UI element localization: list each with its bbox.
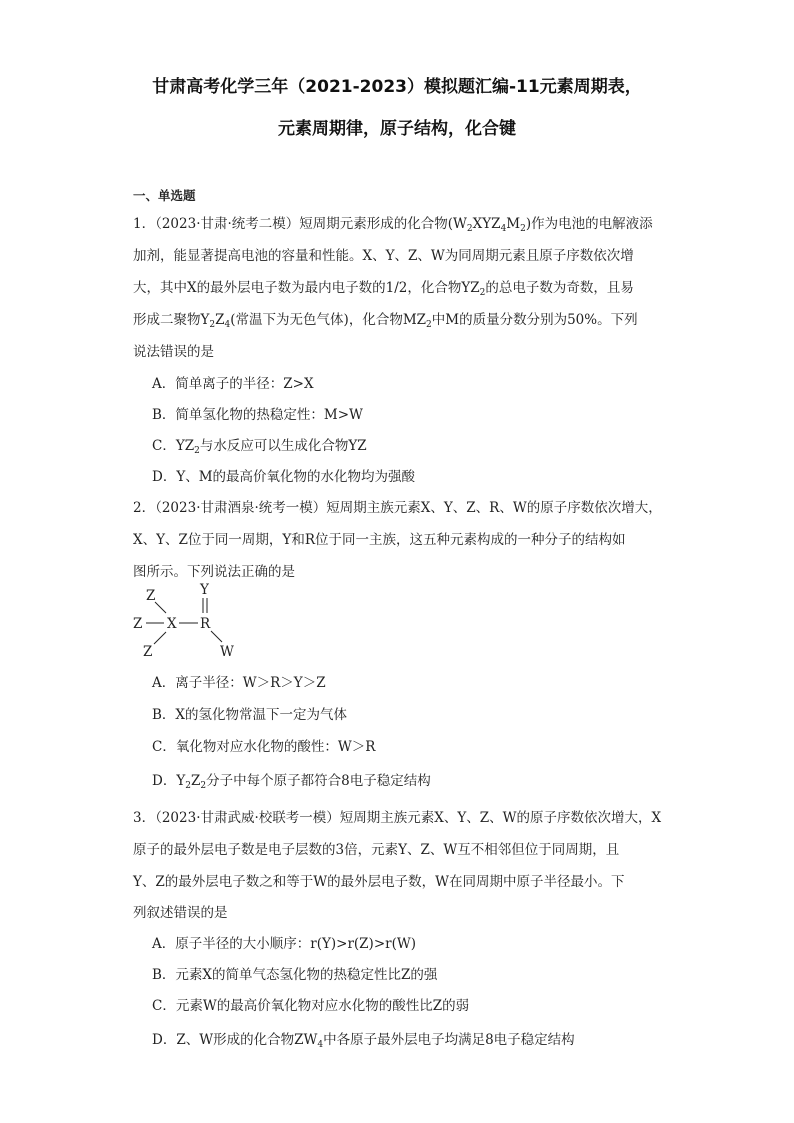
q2-option-d: D．$Y_2Z_2$分子中每个原子都符合8电子稳定结构 — [152, 773, 431, 791]
atom-x: X — [167, 616, 177, 632]
q1-line-1: 1．（2023·甘肃·统考二模）短周期元素形成的化合物$(W_2XYZ_4M_2)$作为电池的电解液添 — [133, 216, 653, 234]
bond-r-w — [211, 631, 222, 642]
document-title-line-2: 元素周期律，原子结构，化合键 — [278, 119, 516, 139]
q3-line-3: Y、Z的最外层电子数之和等于W的最外层电子数，W在同周期中原子半径最小。下 — [133, 874, 625, 890]
q1-line-3: 大，其中X的最外层电子数为最内电子数的1/2，化合物$YZ_2$的总电子数为奇数，且易 — [133, 280, 634, 298]
atom-z-bottom: Z — [143, 644, 153, 660]
bond-z-top-x — [155, 602, 166, 613]
q1-option-d: D．Y、M的最高价氧化物的水化物均为强酸 — [152, 469, 416, 485]
q1-option-b: B．简单氢化物的热稳定性：M>W — [152, 407, 363, 423]
atom-w: W — [220, 644, 234, 660]
q1-option-c: C．$YZ_2$与水反应可以生成化合物YZ — [152, 438, 367, 456]
q2-line-3: 图所示。下列说法正确的是 — [133, 564, 295, 580]
q1-line-4: 形成二聚物$Y_2Z_4$(常温下为无色气体)，化合物$MZ_2$中M的质量分数分别为50%。下列 — [133, 312, 638, 330]
q2-option-c: C．氧化物对应水化物的酸性：W＞R — [152, 739, 376, 755]
atom-y: Y — [200, 583, 209, 598]
bond-z-bottom-x — [154, 632, 166, 644]
q3-option-d: D．Z、W形成的化合物$ZW_4$中各原子最外层电子均满足8电子稳定结构 — [152, 1032, 575, 1050]
q2-option-a: A．离子半径：W＞R＞Y＞Z — [152, 675, 326, 691]
document-title-line-1: 甘肃高考化学三年（2021-2023）模拟题汇编-11元素周期表， — [152, 77, 642, 97]
q3-line-2: 原子的最外层电子数是电子层数的3倍，元素Y、Z、W互不相邻但位于同周期，且 — [133, 842, 620, 858]
atom-z-top: Z — [146, 588, 156, 604]
q1-line-5: 说法错误的是 — [133, 344, 214, 360]
molecular-structure-diagram — [128, 583, 258, 661]
q3-option-c: C．元素W的最高价氧化物对应水化物的酸性比Z的弱 — [152, 998, 470, 1014]
q3-line-4: 列叙述错误的是 — [133, 905, 228, 921]
q3-option-b: B．元素X的简单气态氢化物的热稳定性比Z的强 — [152, 967, 438, 983]
q1-line-2: 加剂，能显著提高电池的容量和性能。X、Y、Z、W为同周期元素且原子序数依次增 — [133, 248, 634, 264]
q2-option-b: B．X的氢化物常温下一定为气体 — [152, 707, 348, 723]
atom-z-left: Z — [133, 616, 143, 632]
atom-r: R — [200, 616, 211, 632]
section-heading: 一、单选题 — [133, 188, 196, 203]
q2-line-2: X、Y、Z位于同一周期，Y和R位于同一主族，这五种元素构成的一种分子的结构如 — [133, 532, 626, 548]
q1-option-a: A．简单离子的半径：Z>X — [152, 376, 314, 392]
q3-option-a: A．原子半径的大小顺序：r(Y)>r(Z)>r(W) — [152, 936, 417, 952]
q2-line-1: 2．（2023·甘肃酒泉·统考一模）短周期主族元素X、Y、Z、R、W的原子序数依次增大， — [133, 500, 662, 516]
q3-line-1: 3．（2023·甘肃武威·校联考一模）短周期主族元素X、Y、Z、W的原子序数依次增大，X — [133, 810, 662, 826]
